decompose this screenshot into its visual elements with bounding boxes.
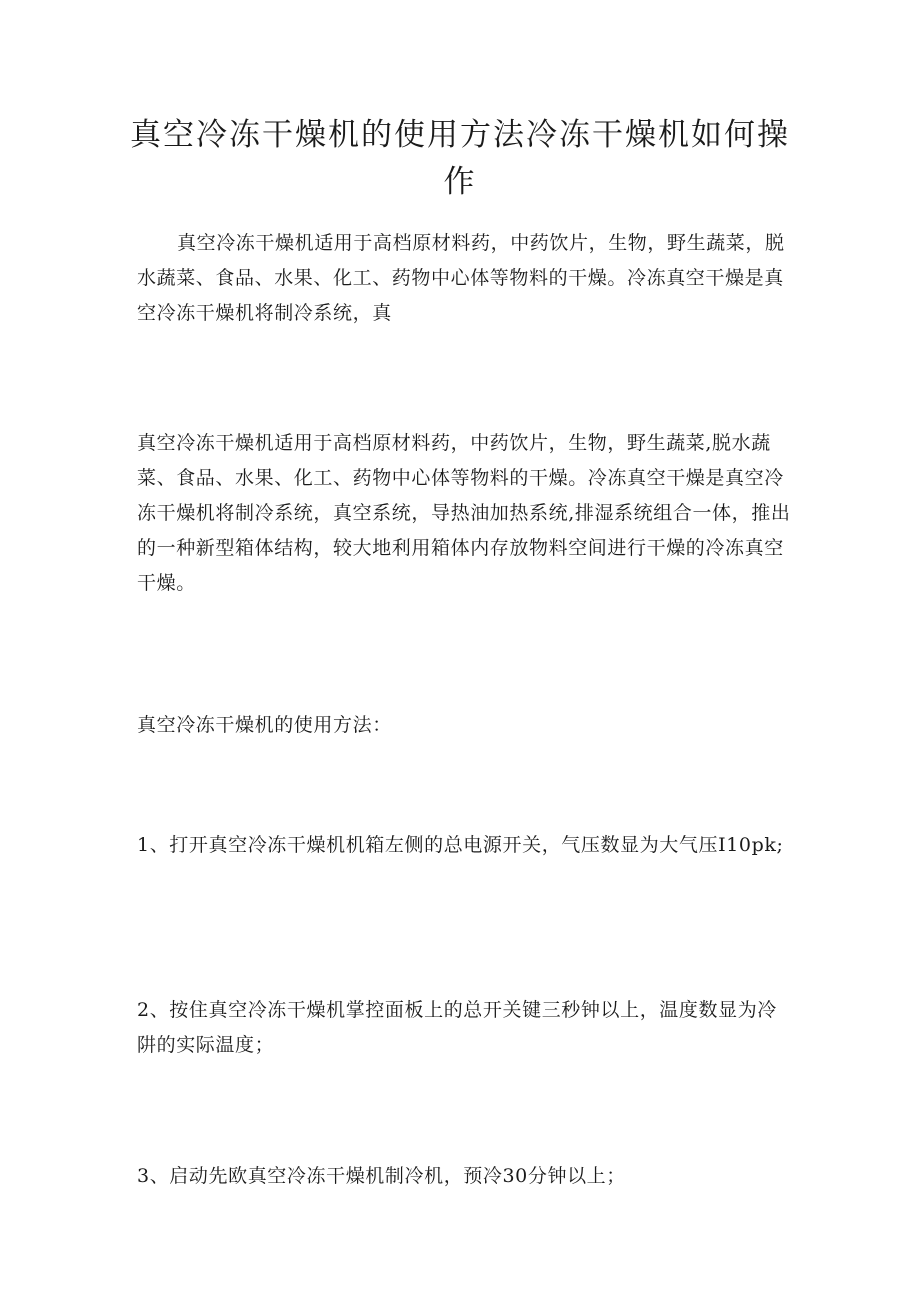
step-3: 3、启动先欧真空冷冻干燥机制冷机，预冷30分钟以上； xyxy=(137,1165,626,1187)
description-paragraph: 真空冷冻干燥机适用于高档原材料药，中药饮片，生物，野生蔬菜,脱水蔬菜、食品、水果、化工、药物中心体等物料的干燥。冷冻真空干燥是真空冷冻干燥机将制冷系统，真空系统，导热油加热系统,排湿系统组合一体，推出的一种新型箱体结构，较大地利用箱体内存放物料空间进行干燥的冷冻真空干燥。 xyxy=(137,432,791,594)
step-1: 1、打开真空冷冻干燥机机箱左侧的总电源开关，气压数显为大气压I10pk; xyxy=(137,834,784,856)
usage-heading: 真空冷冻干燥机的使用方法： xyxy=(137,714,392,736)
intro-paragraph: 真空冷冻干燥机适用于高档原材料药，中药饮片，生物，野生蔬菜，脱水蔬菜、食品、水果、化工、药物中心体等物料的干燥。冷冻真空干燥是真空冷冻干燥机将制冷系统，真 xyxy=(137,232,785,324)
document-title: 真空冷冻干燥机的使用方法冷冻干燥机如何操作 xyxy=(130,117,790,200)
step-2: 2、按住真空冷冻干燥机掌控面板上的总开关键三秒钟以上，温度数显为冷阱的实际温度； xyxy=(137,999,777,1056)
